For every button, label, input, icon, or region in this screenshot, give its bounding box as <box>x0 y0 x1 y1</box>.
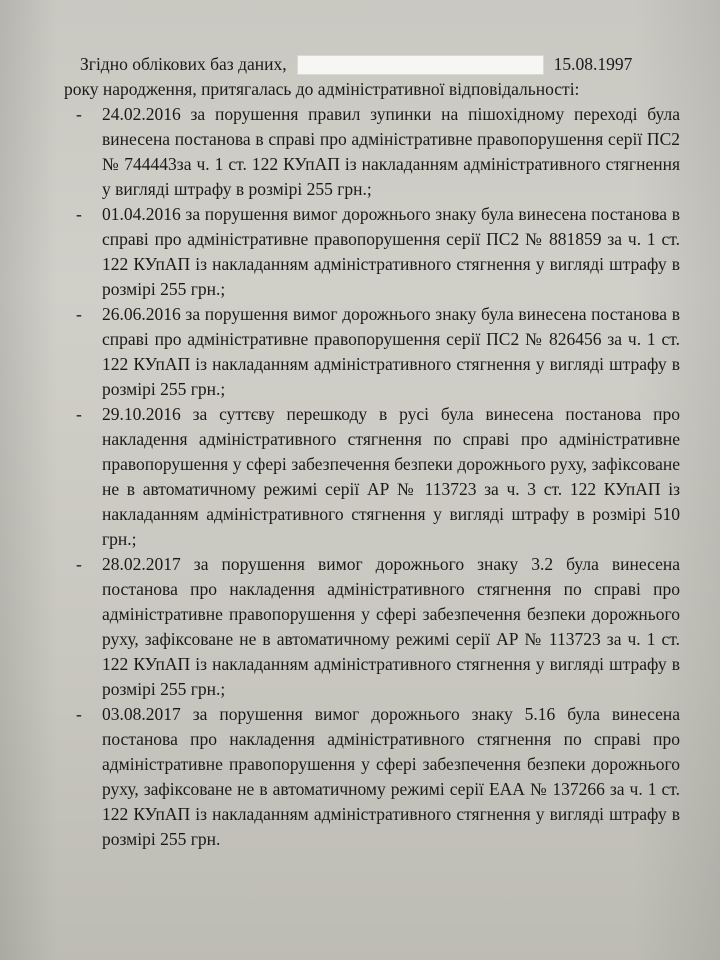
offense-item-5: - 28.02.2017 за порушення вимог дорожнього знаку 3.2 була винесена постанова про накладення адміністративного стягнення по справі про адміністративне правопорушення у сфері забезпечення безпеки дорожнього руху, зафіксоване не в автоматичному режимі серії АР № 113723 за ч. 1 ст. 122 КУпАП із накладанням адміністративного стягнення у вигляді штрафу в розмірі 255 грн.; <box>70 552 680 702</box>
offense-item-4: - 29.10.2016 за суттєву перешкоду в русі була винесена постанова про накладення адміністративного стягнення по справі про адміністративне правопорушення у сфері забезпечення безпеки дорожнього руху, зафіксоване не в автоматичному режимі серії АР № 113723 за ч. 3 ст. 122 КУпАП із накладанням адміністративного стягнення у вигляді штрафу в розмірі 510 грн.; <box>70 402 680 552</box>
offense-item-1: - 24.02.2016 за порушення правил зупинки на пішохідному переході була винесена постанова в справі про адміністративне правопорушення серії ПС2 № 744443за ч. 1 ст. 122 КУпАП із накладанням адміністративного стягнення у вигляді штрафу в розмірі 255 грн.; <box>70 102 680 202</box>
document-body <box>64 52 680 852</box>
intro-paragraph <box>64 52 680 102</box>
offense-item-6: - 03.08.2017 за порушення вимог дорожнього знаку 5.16 була винесена постанова про накладення адміністративного стягнення по справі про адміністративне правопорушення у сфері забезпечення безпеки дорожнього руху, зафіксоване не в автоматичному режимі серії ЕАА № 137266 за ч. 1 ст. 122 КУпАП із накладанням адміністративного стягнення у вигляді штрафу в розмірі 255 грн. <box>70 702 680 852</box>
offense-list <box>70 102 680 852</box>
intro-continuation: року народження, притягалась до адміністративної відповідальності: <box>64 79 580 99</box>
intro-prefix: Згідно облікових баз даних, <box>80 54 287 74</box>
offense-item-3: - 26.06.2016 за порушення вимог дорожнього знаку була винесена постанова в справі про адміністративне правопорушення серії ПС2 № 826456 за ч. 1 ст. 122 КУпАП із накладанням адміністративного стягнення у вигляді штрафу в розмірі 255 грн.; <box>70 302 680 402</box>
birth-date: 15.08.1997 <box>553 54 633 74</box>
intro-first-line <box>70 52 680 77</box>
offense-item-2: - 01.04.2016 за порушення вимог дорожнього знаку була винесена постанова в справі про адміністративне правопорушення серії ПС2 № 881859 за ч. 1 ст. 122 КУпАП із накладанням адміністративного стягнення у вигляді штрафу в розмірі 255 грн.; <box>70 202 680 302</box>
redacted-name-box <box>297 55 544 75</box>
